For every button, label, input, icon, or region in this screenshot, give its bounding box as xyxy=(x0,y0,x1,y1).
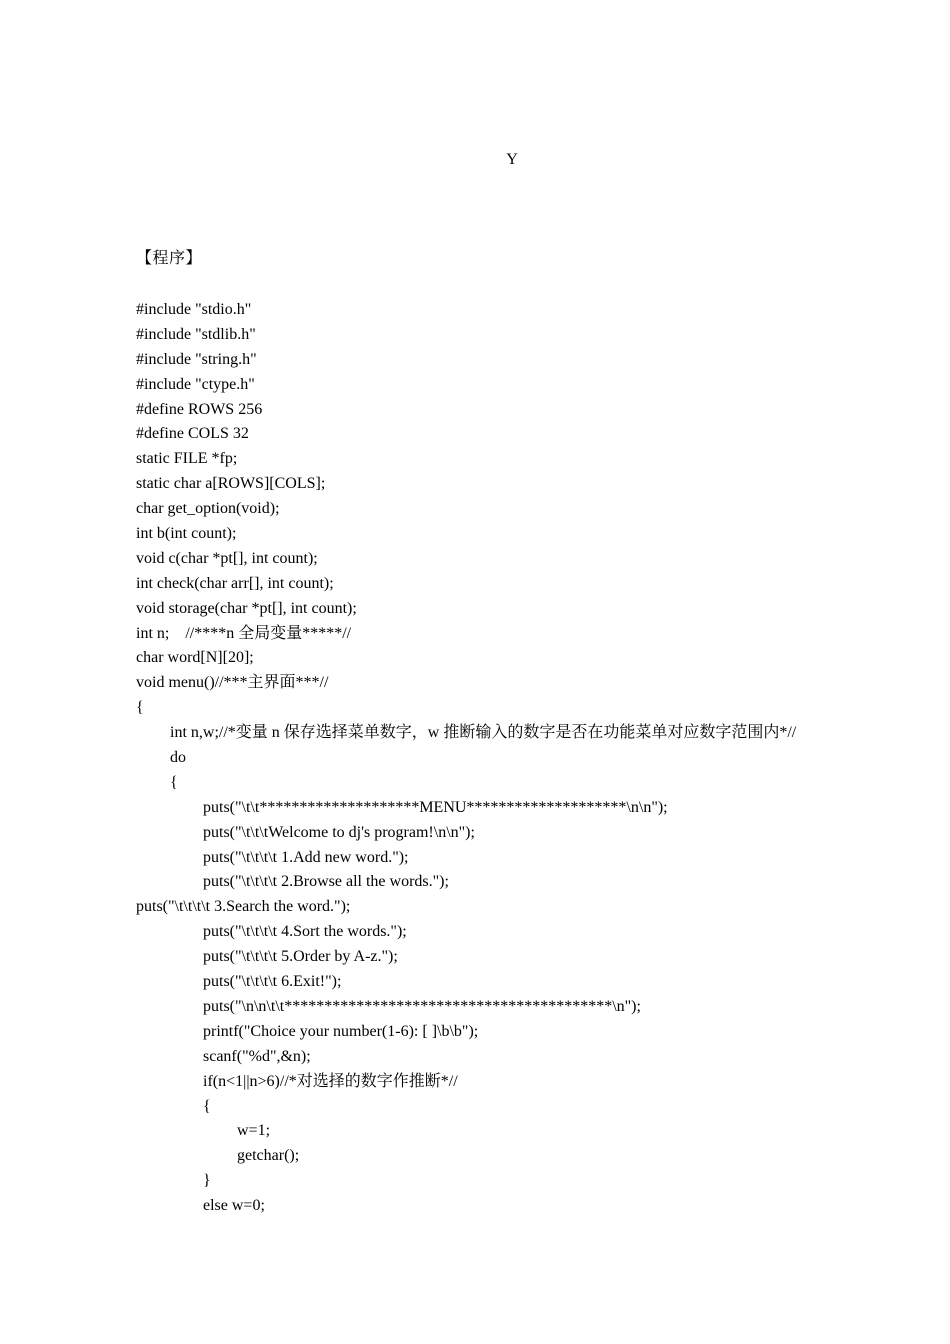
code-line: int n; //****n 全局变量*****// xyxy=(136,624,352,642)
code-line: { xyxy=(203,1097,211,1115)
section-title: 【程序】 xyxy=(136,250,203,267)
code-line: puts("\t\t\t\t 3.Search the word."); xyxy=(136,898,351,916)
code-line: puts("\t\t\t\t 5.Order by A-z."); xyxy=(203,948,398,966)
code-block xyxy=(136,298,916,1219)
code-line: { xyxy=(136,699,144,717)
code-line: int b(int count); xyxy=(136,525,237,543)
code-line: int n,w;//*变量 n 保存选择菜单数字，w 推断输入的数字是否在功能菜单对应数字范围内*// xyxy=(170,724,797,742)
code-line: void c(char *pt[], int count); xyxy=(136,549,318,567)
header-mark: Y xyxy=(506,151,518,168)
code-line: printf("Choice your number(1-6): [ ]\b\b"); xyxy=(203,1022,479,1040)
code-line: static FILE *fp; xyxy=(136,450,238,468)
code-line: { xyxy=(170,773,178,791)
code-line: w=1; xyxy=(237,1122,271,1140)
code-line: int check(char arr[], int count); xyxy=(136,574,334,592)
code-line: #include "ctype.h" xyxy=(136,375,255,393)
code-line: scanf("%d",&n); xyxy=(203,1047,311,1065)
code-line: void menu()//***主界面***// xyxy=(136,674,329,692)
code-line: puts("\t\t\t\t 6.Exit!"); xyxy=(203,973,342,991)
code-line: #define COLS 32 xyxy=(136,425,249,443)
code-line: #include "stdio.h" xyxy=(136,301,252,318)
code-line: puts("\t\t\t\t 1.Add new word."); xyxy=(203,848,409,866)
code-line: puts("\t\t\t\t 4.Sort the words."); xyxy=(203,923,407,941)
code-line: #include "string.h" xyxy=(136,350,257,368)
code-line: puts("\t\t\tWelcome to dj's program!\n\n"); xyxy=(203,823,475,841)
code-line: #define ROWS 256 xyxy=(136,400,263,418)
code-line: puts("\t\t********************MENU********************\n\n"); xyxy=(203,798,668,816)
code-line: #include "stdlib.h" xyxy=(136,325,256,343)
code-line: static char a[ROWS][COLS]; xyxy=(136,475,326,493)
code-line: puts("\n\n\t\t*****************************************\n"); xyxy=(203,997,641,1015)
code-line: char get_option(void); xyxy=(136,500,280,518)
code-line: char word[N][20]; xyxy=(136,649,254,667)
code-line: void storage(char *pt[], int count); xyxy=(136,599,357,617)
code-line: do xyxy=(170,749,186,767)
code-line: puts("\t\t\t\t 2.Browse all the words."); xyxy=(203,873,449,891)
code-line: } xyxy=(203,1172,211,1190)
code-line: if(n<1||n>6)//*对选择的数字作推断*// xyxy=(203,1072,458,1090)
code-line: else w=0; xyxy=(203,1197,265,1215)
code-line: getchar(); xyxy=(237,1147,300,1165)
